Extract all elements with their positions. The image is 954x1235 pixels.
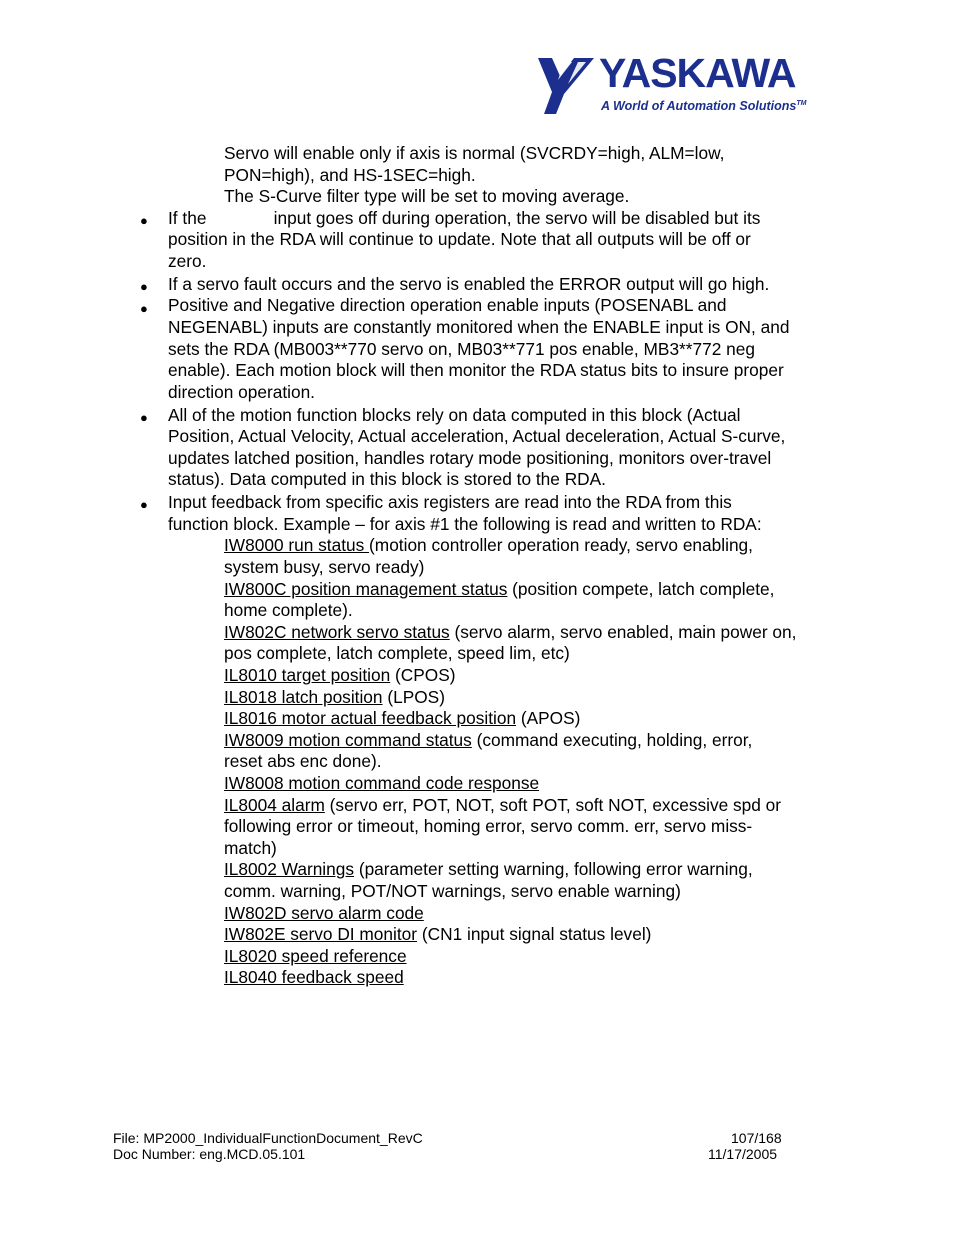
register-line	[224, 773, 539, 795]
bullet-line: All of the motion function blocks rely on data computed in this block (Actual	[168, 404, 741, 425]
register-description: (command executing, holding, error,	[471, 729, 753, 750]
register-description: (CPOS)	[390, 665, 456, 685]
register-line	[224, 579, 774, 601]
register-name: IL8020 speed reference	[224, 945, 407, 966]
intro-line: The S-Curve filter type will be set to moving average.	[224, 186, 630, 207]
footer-page-number: 107/168	[731, 1130, 782, 1146]
bullet-line: NEGENABL) inputs are constantly monitored when the ENABLE input is ON, and	[168, 317, 790, 337]
register-description: (parameter setting warning, following error warning,	[354, 859, 753, 880]
register-line	[224, 535, 753, 557]
register-description: (LPOS)	[382, 686, 445, 707]
bullet-line: Position, Actual Velocity, Actual acceleration, Actual deceleration, Actual S-curve,	[168, 426, 786, 447]
bullet-line: If a servo fault occurs and the servo is enabled the ERROR output will go high.	[168, 273, 770, 294]
register-line	[224, 816, 752, 838]
register-name: IW802D servo alarm code	[224, 902, 424, 923]
bullet-line: If the input goes off during operation, the servo will be disabled but its	[168, 207, 761, 228]
bullet-icon: ●	[140, 301, 148, 316]
register-line	[224, 751, 382, 773]
register-name: IW8000 run status	[224, 535, 370, 556]
register-line	[224, 622, 796, 644]
footer-file: File: MP2000_IndividualFunctionDocument_RevC	[113, 1130, 423, 1146]
register-description: (APOS)	[516, 708, 581, 729]
footer-doc-number: Doc Number: eng.MCD.05.101	[113, 1146, 306, 1162]
register-name: IL8040 feedback speed	[224, 967, 404, 988]
register-line	[224, 557, 424, 579]
bullet-line: zero.	[168, 251, 207, 271]
register-name: IW802C network servo status	[224, 621, 450, 642]
bullet-icon: ●	[140, 213, 148, 228]
register-name: IW802E servo DI monitor	[224, 924, 418, 945]
register-description: (servo err, POT, NOT, soft POT, soft NOT, excessive spd or	[324, 794, 782, 815]
register-name: IL8018 latch position	[224, 686, 383, 707]
bullet-line: status). Data computed in this block is stored to the RDA.	[168, 469, 606, 490]
register-line	[224, 903, 424, 925]
register-description: (servo alarm, servo enabled, main power on,	[449, 621, 797, 642]
register-name: IL8004 alarm	[224, 794, 325, 815]
register-line	[224, 838, 277, 860]
register-line	[224, 643, 570, 665]
intro-line: PON=high), and HS-1SEC=high.	[224, 164, 476, 185]
bullet-line: position in the RDA will continue to update. Note that all outputs will be off or	[168, 229, 751, 250]
register-line	[224, 708, 580, 730]
register-line	[224, 795, 781, 817]
register-name: IL8010 target position	[224, 665, 391, 685]
register-line	[224, 600, 353, 622]
bullet-line: Input feedback from specific axis registers are read into the RDA from this	[168, 492, 732, 513]
bullet-line: updates latched position, handles rotary mode positioning, monitors over-travel	[168, 447, 772, 468]
logo-tagline: A World of Automation Solutions™	[601, 99, 807, 113]
yaskawa-emblem-icon	[534, 54, 598, 116]
bullet-line: Positive and Negative direction operation enable inputs (POSENABL and	[168, 295, 727, 316]
register-name: IL8002 Warnings	[224, 859, 355, 880]
register-line	[224, 881, 681, 903]
register-line	[224, 730, 752, 752]
register-description: pos complete, latch complete, speed lim, etc)	[224, 643, 570, 664]
register-line	[224, 924, 651, 946]
register-name: IW800C position management status	[224, 578, 508, 599]
register-description: following error or timeout, homing error, servo comm. err, servo miss-	[224, 816, 753, 837]
register-line	[224, 665, 456, 687]
register-description: comm. warning, POT/NOT warnings, servo enable warning)	[224, 881, 681, 901]
bullet-icon: ●	[140, 497, 148, 512]
register-name: IW8008 motion command code response	[224, 773, 540, 793]
bullet-line: function block. Example – for axis #1 the following is read and written to RDA:	[168, 513, 762, 534]
register-line	[224, 859, 753, 881]
register-description: (motion controller operation ready, servo enabling,	[369, 535, 753, 556]
bullet-icon: ●	[140, 410, 148, 425]
yaskawa-logo	[534, 52, 824, 120]
register-name: IL8016 motor actual feedback position	[224, 708, 517, 729]
footer-date: 11/17/2005	[708, 1146, 778, 1162]
register-line	[224, 946, 407, 968]
register-line	[224, 687, 445, 709]
register-description: (CN1 input signal status level)	[417, 924, 652, 945]
register-description: match)	[224, 837, 277, 858]
register-description: reset abs enc done).	[224, 751, 382, 772]
bullet-icon: ●	[140, 279, 148, 294]
register-line	[224, 967, 404, 989]
bullet-line: direction operation.	[168, 381, 315, 402]
intro-line: Servo will enable only if axis is normal (SVCRDY=high, ALM=low,	[224, 143, 725, 163]
register-description: home complete).	[224, 600, 353, 621]
bullet-line: sets the RDA (MB003**770 servo on, MB03**771 pos enable, MB3**772 neg	[168, 338, 755, 359]
bullet-line: enable). Each motion block will then monitor the RDA status bits to insure proper	[168, 360, 784, 381]
register-description: (position compete, latch complete,	[507, 578, 775, 599]
register-description: system busy, servo ready)	[224, 557, 425, 577]
register-name: IW8009 motion command status	[224, 729, 472, 750]
logo-wordmark: YASKAWA	[599, 50, 796, 96]
